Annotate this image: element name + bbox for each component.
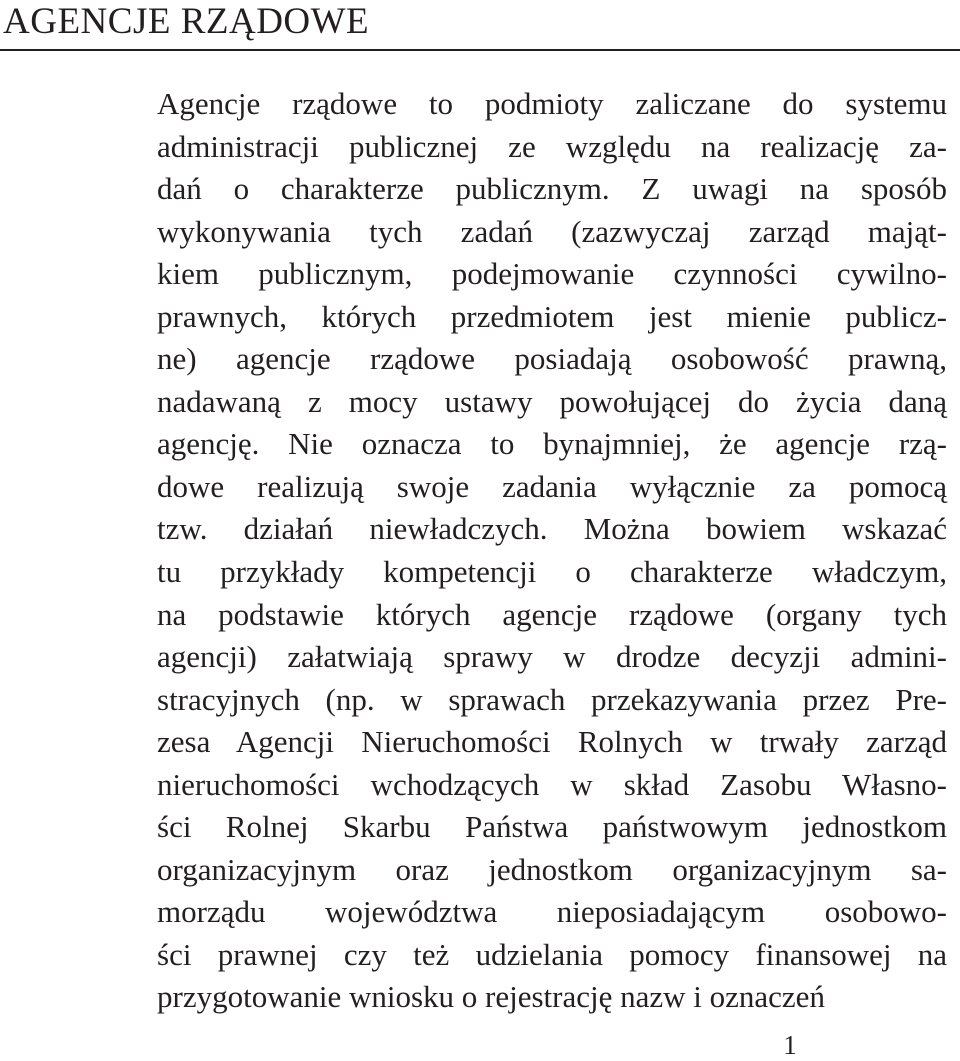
text-line: agencję. Nie oznacza to bynajmniej, że agencje rzą- (157, 426, 947, 462)
text-line: na podstawie których agencje rządowe (organy tych (157, 596, 947, 632)
page-number: 1 (783, 1030, 797, 1060)
text-line: ści prawnej czy też udzielania pomocy finansowej na (157, 936, 947, 972)
text-line: wykonywania tych zadań (zazwyczaj zarząd mająt- (157, 213, 947, 249)
page-title: AGENCJE RZĄDOWE (3, 1, 370, 42)
text-line: zesa Agencji Nieruchomości Rolnych w trwały zarząd (157, 724, 947, 760)
body-paragraph (157, 83, 947, 1019)
text-line: kiem publicznym, podejmowanie czynności cywilno- (157, 256, 947, 292)
text-line: nieruchomości wchodzących w skład Zasobu Własno- (157, 766, 947, 802)
text-line: tu przykłady kompetencji o charakterze władczym, (157, 554, 947, 590)
text-line: organizacyjnym oraz jednostkom organizacyjnym sa- (157, 851, 947, 887)
text-line: morządu województwa nieposiadającym osobowo- (157, 894, 947, 930)
text-line: stracyjnych (np. w sprawach przekazywania przez Pre- (157, 681, 947, 717)
text-line: ści Rolnej Skarbu Państwa państwowym jednostkom (157, 809, 947, 845)
text-line: ne) agencje rządowe posiadają osobowość prawną, (157, 341, 947, 377)
text-line: prawnych, których przedmiotem jest mienie publicz- (157, 298, 947, 334)
text-line: przygotowanie wniosku o rejestrację nazw i oznaczeń (157, 979, 825, 1015)
header-rule (0, 49, 960, 51)
text-line: dowe realizują swoje zadania wyłącznie za pomocą (157, 468, 947, 504)
text-line: Agencje rządowe to podmioty zaliczane do systemu (157, 86, 947, 121)
text-line: nadawaną z mocy ustawy powołującej do życia daną (157, 383, 947, 419)
text-line: dań o charakterze publicznym. Z uwagi na sposób (157, 171, 947, 207)
page-header (0, 0, 960, 54)
text-line: tzw. działań niewładczych. Można bowiem wskazać (157, 511, 947, 547)
text-line: administracji publicznej ze względu na realizację za- (157, 128, 947, 164)
text-line: agencji) załatwiają sprawy w drodze decyzji admini- (157, 639, 947, 675)
